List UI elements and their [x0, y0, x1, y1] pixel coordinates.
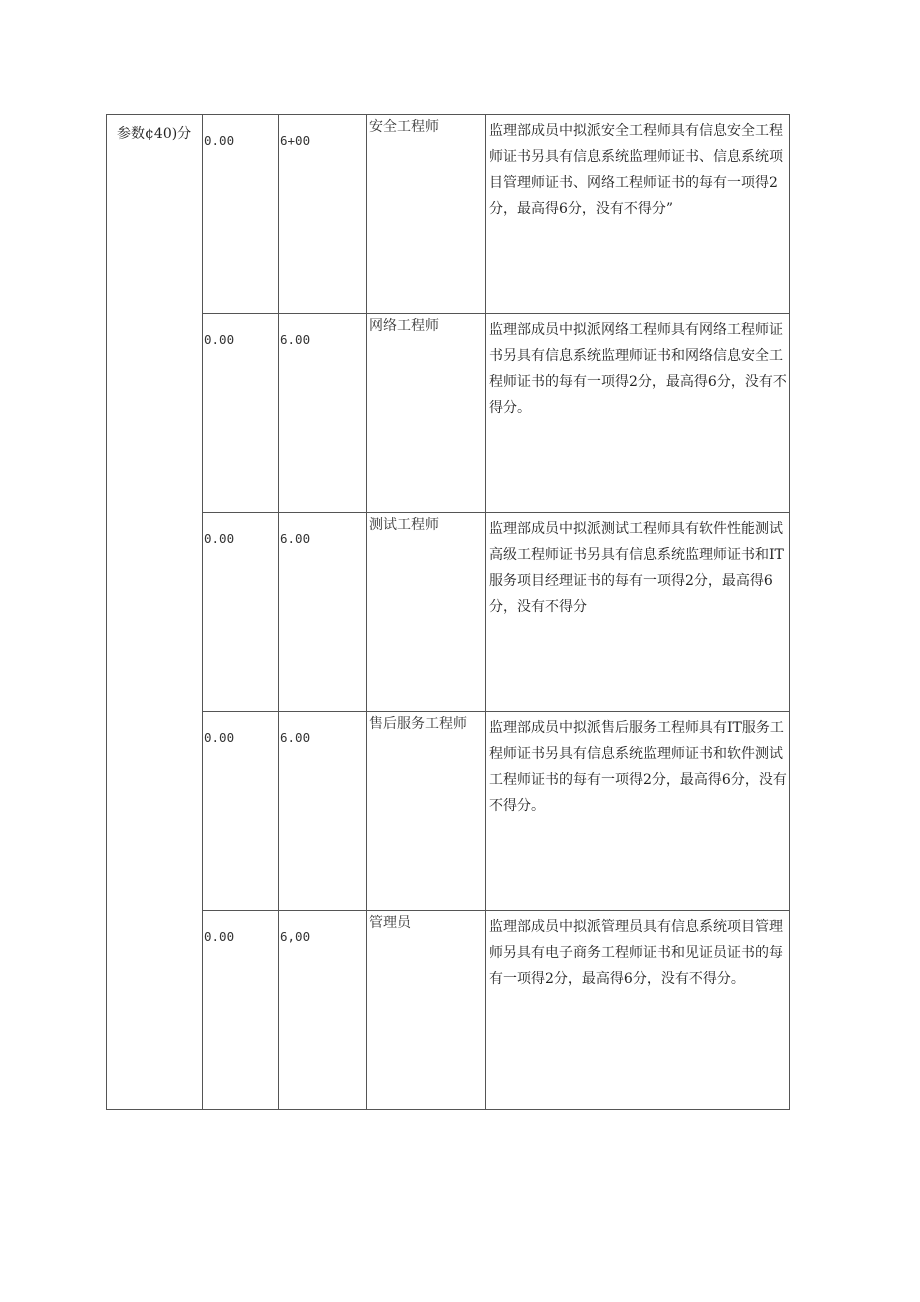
max-score-cell: 6+00 [279, 115, 367, 314]
min-score-cell: 0.00 [203, 314, 279, 513]
scoring-table [106, 114, 790, 1110]
table-row [107, 314, 790, 513]
table-row [107, 115, 790, 314]
min-score-cell: 0.00 [203, 712, 279, 911]
max-score-cell: 6.00 [279, 712, 367, 911]
description-cell: 监理部成员中拟派测试工程师具有软件性能测试高级工程师证书另具有信息系统监理师证书和IT服务项目经理证书的每有一项得2分，最高得6分，没有不得分 [486, 513, 790, 712]
description-cell: 监理部成员中拟派管理员具有信息系统项目管理师另具有电子商务工程师证书和见证员证书的每有一项得2分，最高得6分，没有不得分。 [486, 911, 790, 1110]
min-score-cell: 0.00 [203, 513, 279, 712]
role-cell: 售后服务工程师 [367, 712, 486, 911]
max-score-cell: 6.00 [279, 513, 367, 712]
description-cell: 监理部成员中拟派售后服务工程师具有IT服务工程师证书另具有信息系统监理师证书和软件测试工程师证书的每有一项得2分，最高得6分，没有不得分。 [486, 712, 790, 911]
role-cell: 测试工程师 [367, 513, 486, 712]
min-score-cell: 0.00 [203, 115, 279, 314]
max-score-cell: 6,00 [279, 911, 367, 1110]
role-cell: 安全工程师 [367, 115, 486, 314]
category-cell: 参数¢40)分 [107, 115, 203, 1110]
table-row [107, 513, 790, 712]
role-cell: 网络工程师 [367, 314, 486, 513]
table-row [107, 712, 790, 911]
role-cell: 管理员 [367, 911, 486, 1110]
table-row [107, 911, 790, 1110]
min-score-cell: 0.00 [203, 911, 279, 1110]
description-cell: 监理部成员中拟派安全工程师具有信息安全工程师证书另具有信息系统监理师证书、信息系统项目管理师证书、网络工程师证书的每有一项得2分，最高得6分，没有不得分” [486, 115, 790, 314]
max-score-cell: 6.00 [279, 314, 367, 513]
description-cell: 监理部成员中拟派网络工程师具有网络工程师证书另具有信息系统监理师证书和网络信息安全工程师证书的每有一项得2分，最高得6分，没有不得分。 [486, 314, 790, 513]
